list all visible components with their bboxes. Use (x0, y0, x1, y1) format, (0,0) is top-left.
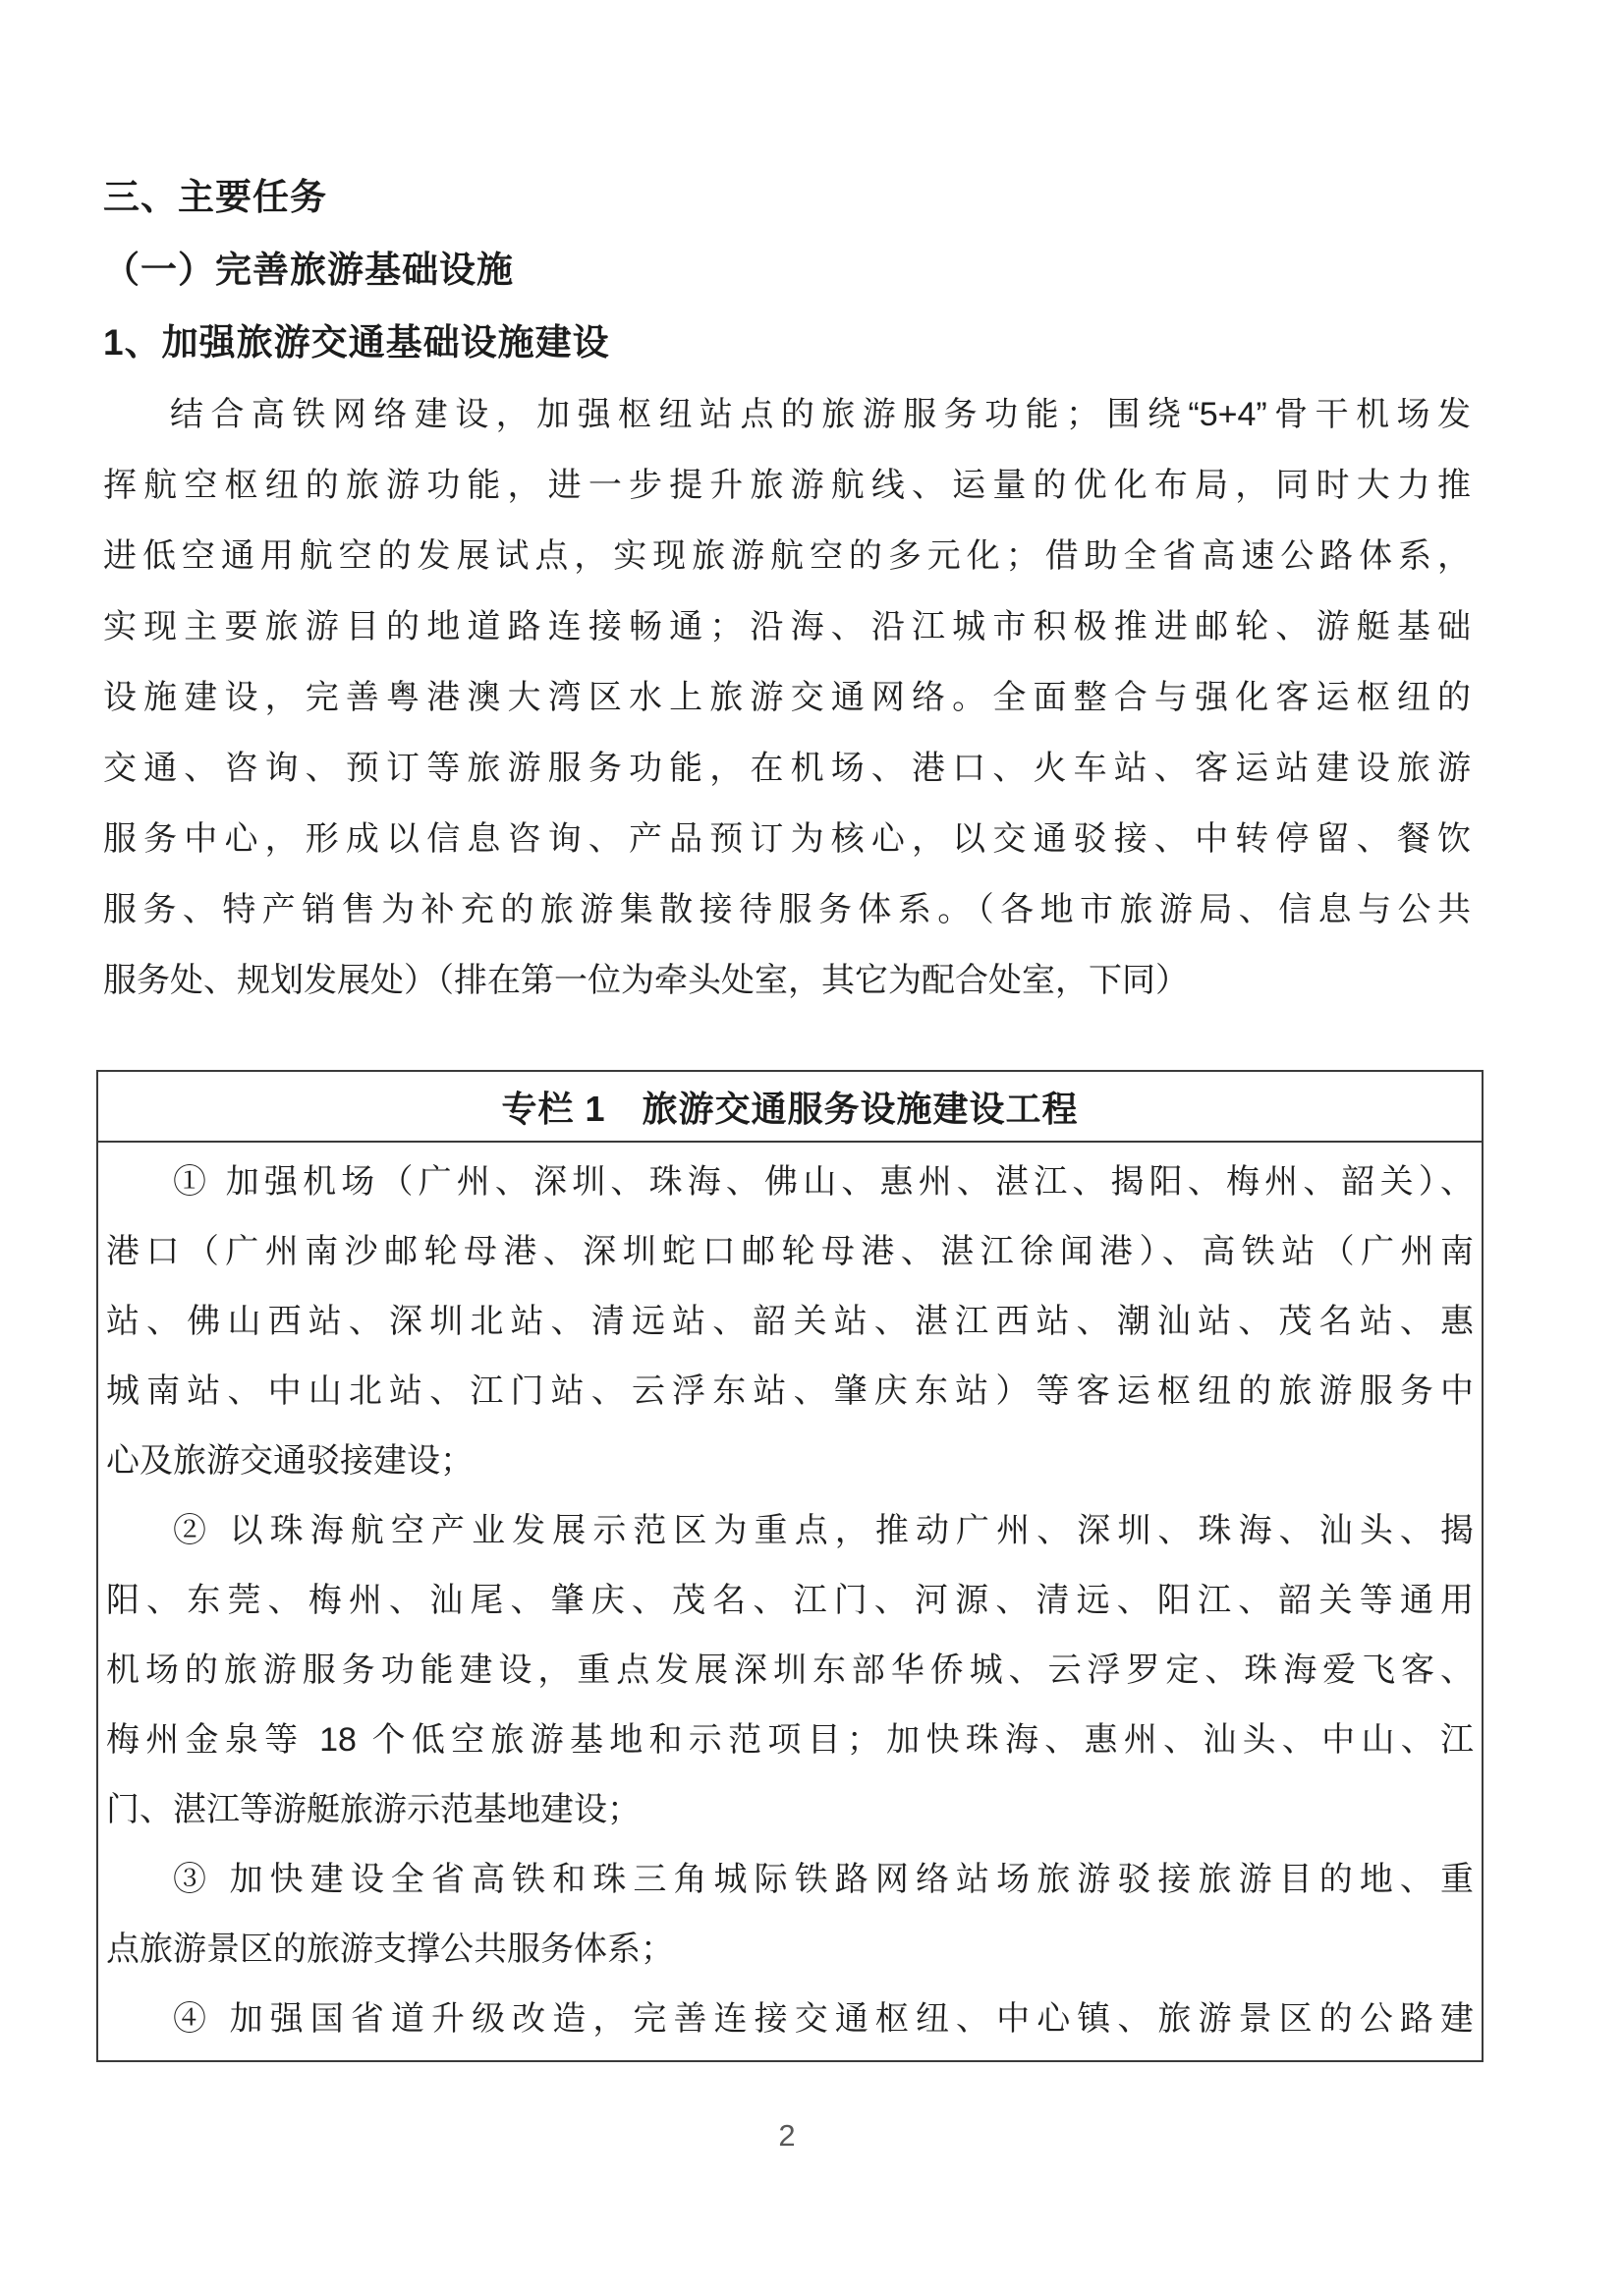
paragraph-line: 服务、特产销售为补充的旅游集散接待服务体系。（各地市旅游局、信息与公共 (103, 891, 1471, 928)
box-title: 专栏 1 旅游交通服务设施建设工程 (98, 1072, 1482, 1143)
box-line: 梅州金泉等 18 个低空旅游基地和示范项目；加快珠海、惠州、汕头、中山、江 (106, 1721, 1474, 1759)
page-number: 2 (778, 2118, 796, 2153)
box-line: 点旅游景区的旅游支撑公共服务体系； (106, 1931, 674, 1968)
paragraph-line: 设施建设，完善粤港澳大湾区水上旅游交通网络。全面整合与强化客运枢纽的 (103, 679, 1471, 716)
box-line: ① 加强机场（广州、深圳、珠海、佛山、惠州、湛江、揭阳、梅州、韶关）、 (173, 1163, 1474, 1201)
box-line: 机场的旅游服务功能建设，重点发展深圳东部华侨城、云浮罗定、珠海爱飞客、 (106, 1652, 1474, 1689)
box-line: ② 以珠海航空产业发展示范区为重点，推动广州、深圳、珠海、汕头、揭 (173, 1512, 1474, 1549)
box-line: 心及旅游交通驳接建设； (106, 1442, 474, 1480)
paragraph-line: 实现主要旅游目的地道路连接畅通；沿海、沿江城市积极推进邮轮、游艇基础 (103, 608, 1471, 645)
box-line: 站、佛山西站、深圳北站、清远站、韶关站、湛江西站、潮汕站、茂名站、惠 (106, 1303, 1474, 1340)
special-column-box (96, 1070, 1484, 2062)
box-line: 城南站、中山北站、江门站、云浮东站、肇庆东站）等客运枢纽的旅游服务中 (106, 1372, 1474, 1410)
box-line: ④ 加强国省道升级改造，完善连接交通枢纽、中心镇、旅游景区的公路建 (173, 2000, 1474, 2038)
body-paragraph (103, 379, 1471, 1016)
box-line: 港口（广州南沙邮轮母港、深圳蛇口邮轮母港、湛江徐闻港）、高铁站（广州南 (106, 1233, 1474, 1270)
paragraph-line: 交通、咨询、预订等旅游服务功能，在机场、港口、火车站、客运站建设旅游 (103, 750, 1471, 787)
box-line: 门、湛江等游艇旅游示范基地建设； (106, 1791, 641, 1828)
section-heading: 三、主要任务 (103, 177, 327, 217)
subsubsection-heading: 1、加强旅游交通基础设施建设 (103, 322, 610, 363)
paragraph-line: 结合高铁网络建设，加强枢纽站点的旅游服务功能；围绕“5+4”骨干机场发 (170, 396, 1471, 433)
subsection-heading: （一）完善旅游基础设施 (103, 250, 514, 290)
paragraph-line: 进低空通用航空的发展试点，实现旅游航空的多元化；借助全省高速公路体系， (103, 537, 1471, 575)
paragraph-line: 服务中心，形成以信息咨询、产品预订为核心，以交通驳接、中转停留、餐饮 (103, 820, 1471, 858)
box-line: ③ 加快建设全省高铁和珠三角城际铁路网络站场旅游驳接旅游目的地、重 (173, 1861, 1474, 1898)
paragraph-line: 挥航空枢纽的旅游功能，进一步提升旅游航线、运量的优化布局，同时大力推 (103, 467, 1471, 504)
paragraph-line: 服务处、规划发展处）（排在第一位为牵头处室，其它为配合处室，下同） (103, 962, 1189, 999)
box-line: 阳、东莞、梅州、汕尾、肇庆、茂名、江门、河源、清远、阳江、韶关等通用 (106, 1582, 1474, 1619)
box-content (98, 1143, 1482, 2060)
